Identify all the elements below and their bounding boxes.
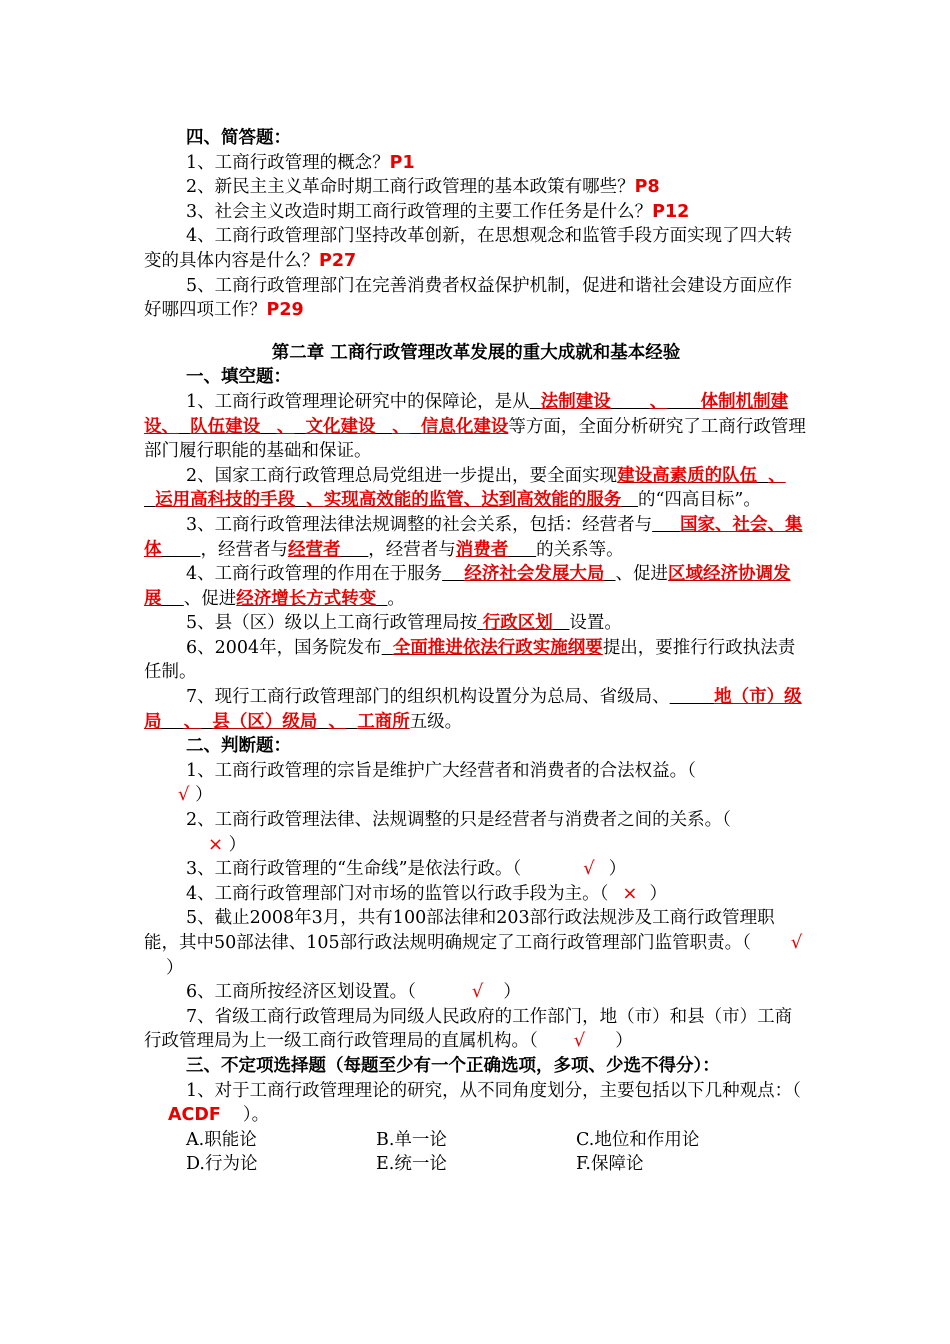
judge-item: 6、工商所按经济区划设置。（ √ ） [186, 981, 521, 1003]
fill-answer: 经济增长方式转变 [236, 588, 377, 609]
short-answer-item: 5、工商行政管理部门在完善消费者权益保护机制，促进和谐社会建设方面应作好哪四项工作？P29 [144, 275, 793, 321]
fill-answer: 县（区）级局 [212, 711, 318, 732]
section-heading-fill: 一、填空题： [186, 367, 291, 388]
page-ref: P12 [652, 201, 690, 222]
fill-answer: 国家、社会、集体 [144, 514, 803, 560]
check-mark: √ [178, 784, 190, 806]
check-mark: √ [471, 981, 484, 1003]
section-heading-judge: 二、判断题： [186, 736, 291, 757]
option-b: B.单一论 [376, 1129, 447, 1150]
fill-answer: 行政区划 [482, 613, 553, 634]
choice-question-1: 1、对于工商行政管理理论的研究，从不同角度划分，主要包括以下几种观点：（ACDF ）。 [168, 1080, 801, 1126]
short-answer-item: 1、工商行政管理的概念？P1 [186, 152, 415, 173]
option-c: C.地位和作用论 [576, 1129, 700, 1150]
fill-question-6: 6、2004年，国务院发布 全面推进依法行政实施纲要提出，要推行行政执法责任制。 [144, 637, 796, 683]
fill-question-5: 5、县（区）级以上工商行政管理局按 行政区划 设置。 [186, 613, 622, 634]
cross-mark: × [622, 882, 638, 904]
judge-item: 7、省级工商行政管理局为同级人民政府的工作部门，地（市）和县（市）工商行政管理局为上一级工商行政管理局的直属机构。（ √ ） [144, 1006, 793, 1052]
fill-answer: 体制机制建设 [144, 391, 789, 437]
fill-question-2: 2、国家工商行政管理总局党组进一步提出，要全面实现建设高素质的队伍 、 运用高科技的手段 、实现高效能的监管、达到高效能的服务 的“四高目标”。 [155, 465, 786, 511]
fill-question-7: 7、现行工商行政管理部门的组织机构设置分为总局、省级局、 地（市）级局 、 县（区）级局 、 工商所五级。 [144, 687, 802, 732]
fill-answer: 经济社会发展大局 [464, 564, 605, 585]
fill-answer: 文化建设 [305, 416, 376, 437]
fill-answer: 消费者 [455, 539, 509, 560]
choice-options [144, 1128, 808, 1177]
choice-answer: ACDF [168, 1105, 221, 1126]
fill-answer: 地（市）级局 [144, 687, 802, 732]
option-a: A.职能论 [186, 1129, 257, 1150]
short-answer-item: 3、社会主义改造时期工商行政管理的主要工作任务是什么？P12 [186, 201, 690, 222]
page-ref: P8 [634, 177, 660, 198]
fill-question-1: 1、工商行政管理理论研究中的保障论，是从 法制建设 、 体制机制建设、 队伍建设 、 文化建设 、 信息化建设等方面，全面分析研究了工商行政管理部门履行职能的基础和保证。 [144, 391, 806, 462]
judge-item: 1、工商行政管理的宗旨是维护广大经营者和消费者的合法权益。（ √ ） [178, 760, 696, 806]
fill-answer: 工商所 [357, 711, 410, 732]
check-mark: √ [790, 932, 803, 953]
option-d: D.行为论 [186, 1154, 258, 1175]
fill-question-4: 4、工商行政管理的作用在于服务 经济社会发展大局 、促进区域经济协调发展 、促进经济增长方式转变 。 [144, 564, 791, 609]
page-ref: P1 [389, 152, 415, 173]
fill-answer: 经营者 [287, 539, 341, 560]
fill-answer: 区域经济协调发展 [144, 564, 791, 609]
option-e: E.统一论 [376, 1154, 447, 1175]
short-answer-item: 2、新民主主义革命时期工商行政管理的基本政策有哪些？P8 [186, 177, 660, 198]
document-content [144, 126, 808, 1177]
fill-answer: 法制建设 [540, 391, 611, 412]
page-ref: P29 [266, 300, 304, 321]
section-heading-short-answer: 四、简答题： [186, 128, 291, 148]
option-f: F.保障论 [576, 1154, 644, 1175]
page-ref: P27 [319, 250, 357, 271]
fill-answer: 建设高素质的队伍 [617, 465, 758, 486]
check-mark: √ [573, 1030, 586, 1052]
short-answer-item: 4、工商行政管理部门坚持改革创新，在思想观念和监管手段方面实现了四大转变的具体内容是什么？P27 [144, 226, 793, 271]
fill-answer: 全面推进依法行政实施纲要 [392, 637, 603, 658]
fill-answer: 队伍建设 [190, 416, 261, 437]
judge-item: 3、工商行政管理的“生命线”是依法行政。（ √ ） [186, 858, 627, 880]
cross-mark: × [208, 833, 224, 855]
fill-answer: 运用高科技的手段 [155, 490, 296, 511]
fill-answer: 实现高效能的监管 [323, 490, 464, 511]
fill-question-3: 3、工商行政管理法律法规调整的社会关系，包括：经营者与 国家、社会、集体 ，经营者与经营者 ，经营者与消费者 的关系等。 [144, 514, 803, 560]
judge-item: 4、工商行政管理部门对市场的监管以行政手段为主。（ × ） [186, 882, 667, 904]
section-heading-choice: 三、不定项选择题（每题至少有一个正确选项，多项、少选不得分）： [186, 1055, 720, 1076]
chapter-title: 第二章 工商行政管理改革发展的重大成就和基本经验 [271, 342, 681, 363]
check-mark: √ [583, 858, 595, 880]
judge-item: 2、工商行政管理法律、法规调整的只是经营者与消费者之间的关系。（ × ） [186, 810, 731, 855]
judge-item: 5、截止2008年3月，共有100部法律和203部行政法规涉及工商行政管理职能，其中50部法律、105部行政法规明确规定了工商行政管理部门监管职责。（ √） [144, 908, 803, 978]
fill-answer: 达到高效能的服务 [481, 490, 622, 511]
fill-answer: 信息化建设 [420, 416, 509, 437]
